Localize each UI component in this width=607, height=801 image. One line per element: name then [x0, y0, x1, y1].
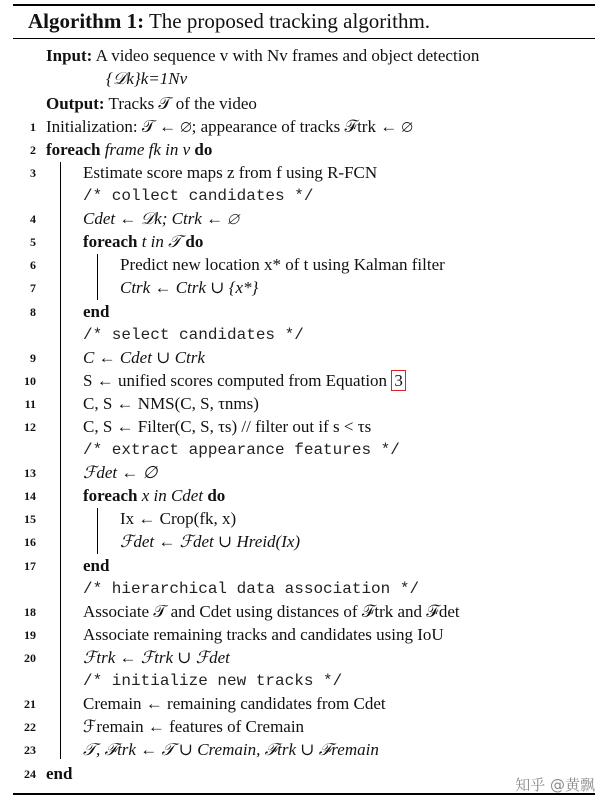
line-number: 9 — [30, 351, 36, 365]
comment: /* collect candidates */ — [83, 187, 314, 205]
block-bar — [97, 508, 98, 554]
line-text: 𝒯, ℱtrk ← 𝒯 ∪ Cremain, ℱtrk ∪ ℱremain — [83, 740, 379, 759]
line-text: Ctrk ← Ctrk ∪ {x*} — [120, 278, 259, 297]
line-number: 8 — [30, 305, 36, 319]
input-text: A video sequence v with Nv frames and object detection — [95, 46, 480, 65]
input-detections: {𝒟k}k=1Nv — [106, 69, 188, 88]
algorithm-title — [28, 9, 430, 34]
line-number: 12 — [24, 420, 36, 434]
keyword: foreach — [83, 486, 138, 505]
output-text: Tracks 𝒯 of the video — [108, 94, 257, 113]
line-number: 1 — [30, 120, 36, 134]
algorithm-label: Algorithm 1: — [28, 9, 145, 33]
line-text: C, S ← NMS(C, S, τnms) — [83, 394, 259, 413]
line-number: 15 — [24, 512, 36, 526]
line-text: Cremain ← remaining candidates from Cdet — [83, 694, 386, 713]
line-number: 19 — [24, 628, 36, 642]
outer-block-bar — [60, 162, 61, 759]
line-number: 10 — [24, 374, 36, 388]
algorithm-title-text: The proposed tracking algorithm. — [148, 9, 431, 33]
input-label: Input: — [46, 46, 93, 65]
line-text: Associate remaining tracks and candidates using IoU — [83, 625, 444, 644]
block-bar — [97, 254, 98, 300]
line-text: Initialization: 𝒯 ← ∅; appearance of tracks ℱtrk ← ∅ — [46, 117, 413, 136]
title-rule — [13, 38, 595, 39]
keyword: end — [83, 556, 110, 575]
line-number: 2 — [30, 143, 36, 157]
line-text: Predict new location x* of t using Kalman filter — [120, 255, 445, 274]
output-label: Output: — [46, 94, 105, 113]
line-text: Estimate score maps z from f using R-FCN — [83, 163, 378, 182]
line-text: ℱdet ← ∅ — [83, 463, 158, 482]
line-text: S ← unified scores computed from Equation — [83, 371, 388, 390]
line-text: ℱdet ← ℱdet ∪ Hreid(Ix) — [120, 532, 301, 551]
line-text: C, S ← Filter(C, S, τs) // filter out if s < τs — [83, 417, 372, 436]
line-number: 3 — [30, 166, 36, 180]
line-text: frame fk in v — [104, 140, 191, 159]
line-number: 5 — [30, 235, 36, 249]
line-text: Ix ← Crop(fk, x) — [120, 509, 237, 528]
top-rule — [13, 4, 595, 6]
line-text: ℱremain ← features of Cremain — [83, 717, 305, 736]
line-number: 20 — [24, 651, 36, 665]
line-text: Cdet ← 𝒟k; Ctrk ← ∅ — [83, 209, 239, 228]
line-number: 17 — [24, 559, 36, 573]
comment: /* select candidates */ — [83, 326, 304, 344]
line-text: x in Cdet — [141, 486, 204, 505]
line-number: 16 — [24, 535, 36, 549]
keyword: do — [194, 140, 213, 159]
bottom-rule — [13, 793, 595, 795]
line-text: C ← Cdet ∪ Ctrk — [83, 348, 205, 367]
line-number: 6 — [30, 258, 36, 272]
line-number: 24 — [24, 767, 36, 781]
line-text: t in 𝒯 — [141, 232, 182, 251]
line-number: 18 — [24, 605, 36, 619]
keyword: do — [185, 232, 204, 251]
line-text: ℱtrk ← ℱtrk ∪ ℱdet — [83, 648, 230, 667]
keyword: end — [83, 302, 110, 321]
line-number: 7 — [30, 281, 36, 295]
line-number: 14 — [24, 489, 36, 503]
comment: /* initialize new tracks */ — [83, 672, 343, 690]
line-text: Associate 𝒯 and Cdet using distances of ℱtrk and ℱdet — [83, 602, 460, 621]
keyword: end — [46, 764, 73, 783]
line-number: 22 — [24, 720, 36, 734]
line-number: 13 — [24, 466, 36, 480]
comment: /* hierarchical data association */ — [83, 580, 420, 598]
line-number: 11 — [24, 397, 36, 411]
line-number: 21 — [24, 697, 36, 711]
comment: /* extract appearance features */ — [83, 441, 400, 459]
equation-reference-link[interactable]: 3 — [391, 370, 406, 391]
keyword: foreach — [46, 140, 101, 159]
keyword: foreach — [83, 232, 138, 251]
line-number: 4 — [30, 212, 36, 226]
line-number: 23 — [24, 743, 36, 757]
keyword: do — [207, 486, 226, 505]
watermark: 知乎 @黄飘 — [515, 776, 595, 794]
